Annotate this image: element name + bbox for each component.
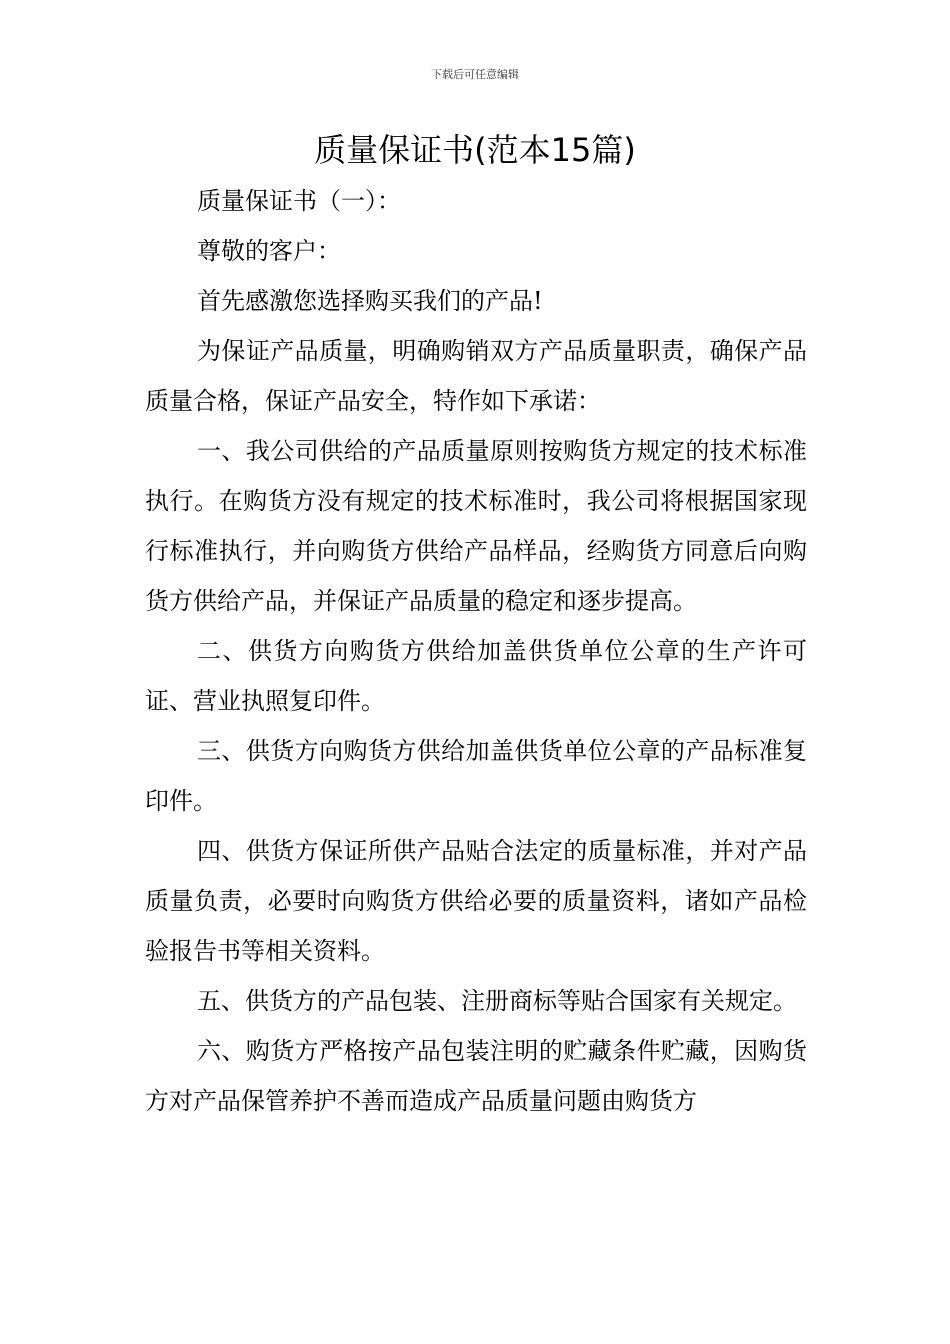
- document-title: 质量保证书(范本15篇): [314, 131, 636, 169]
- paragraph-clause-3: 三、供货方向购货方供给加盖供货单位公章的产品标准复印件。: [145, 737, 807, 815]
- paragraph-clause-6: 六、购货方严格按产品包装注明的贮藏条件贮藏，因购货方对产品保管养护不善而造成产品质量问题由购货方: [145, 1037, 807, 1115]
- paragraph-clause-1: 一、我公司供给的产品质量原则按购货方规定的技术标准执行。在购货方没有规定的技术标准时，我公司将根据国家现行标准执行，并向购货方供给产品样品，经购货方同意后向购货方供给产品，并保证产品质量的稳定和逐步提高。: [145, 437, 807, 615]
- paragraph-clause-4: 四、供货方保证所供产品贴合法定的质量标准，并对产品质量负责，必要时向购货方供给必要的质量资料，诸如产品检验报告书等相关资料。: [145, 837, 807, 965]
- paragraph-thanks: 首先感激您选择购买我们的产品!: [197, 287, 543, 315]
- document-body: [145, 176, 807, 1126]
- paragraph-clause-2: 二、供货方向购货方供给加盖供货单位公章的生产许可证、营业执照复印件。: [145, 637, 807, 715]
- paragraph-salutation: 尊敬的客户：: [197, 237, 341, 265]
- paragraph-section-heading: 质量保证书（一）：: [197, 187, 401, 215]
- paragraph-intro: 为保证产品质量，明确购销双方产品质量职责，确保产品质量合格，保证产品安全，特作如下承诺：: [145, 337, 807, 415]
- header-note: 下载后可任意编辑: [431, 68, 519, 81]
- paragraph-clause-5: 五、供货方的产品包装、注册商标等贴合国家有关规定。: [197, 987, 797, 1015]
